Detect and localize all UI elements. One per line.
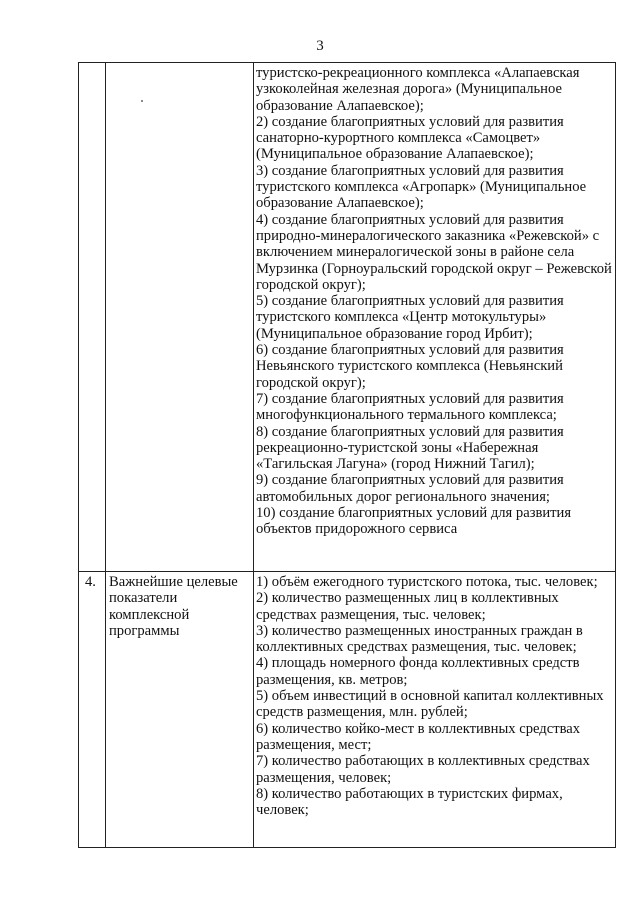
list-item: 6) количество койко-мест в коллективных средствах размещения, мест;	[256, 720, 581, 753]
row-content-cell	[254, 63, 616, 572]
list-item: 7) создание благоприятных условий для развития многофункционального термального комплекса;	[256, 390, 564, 424]
list-item: 7) количество работающих в коллективных средствах размещения, человек;	[256, 753, 590, 786]
content-list	[254, 572, 615, 819]
list-item: 2) создание благоприятных условий для развития санаторно-курортного комплекса «Самоцвет» (Муниципальное образование Алапаевское);	[256, 113, 564, 163]
table-row-4	[79, 572, 616, 848]
list-item: туристско-рекреационного комплекса «Алапаевская узкоколейная железная дорога» (Муниципальное образование Алапаевское);	[256, 65, 580, 114]
list-item: 3) количество размещенных иностранных граждан в коллективных средствах размещения, тыс. человек;	[256, 622, 583, 656]
list-item: 4) создание благоприятных условий для развития природно-минералогического заказника «Режевской» с включением минералогической зоны в районе села Мурзинка (Горноуральский городской округ – Режевской городской округ);	[256, 211, 612, 293]
program-table	[78, 62, 616, 848]
list-item: 2) количество размещенных лиц в коллективных средствах размещения, тыс. человек;	[256, 590, 559, 623]
row-name-cell	[106, 572, 254, 848]
list-item: 5) создание благоприятных условий для развития туристского комплекса «Центр мотокультуры» (Муниципальное образование город Ирбит);	[256, 293, 564, 342]
row-name-cell	[106, 63, 254, 572]
row-number-cell	[79, 63, 106, 572]
indicators-title: Важнейшие целевые показатели комплексной программы	[109, 574, 238, 639]
list-item: 8) создание благоприятных условий для развития рекреационно-туристской зоны «Набережная «Тагильская Лагуна» (город Нижний Тагил);	[256, 423, 564, 473]
row-number-cell: 4.	[79, 572, 106, 848]
list-item: 5) объем инвестиций в основной капитал коллективных средств размещения, млн. рублей;	[256, 688, 604, 721]
content-list	[254, 63, 615, 539]
page-number: 3	[316, 38, 324, 54]
list-item: 1) объём ежегодного туристского потока, тыс. человек;	[256, 574, 598, 590]
list-item: 9) создание благоприятных условий для развития автомобильных дорог регионального значения;	[256, 472, 564, 505]
list-item: 6) создание благоприятных условий для развития Невьянского туристского комплекса (Невьянский городской округ);	[256, 342, 564, 391]
list-item: 8) количество работающих в туристских фирмах, человек;	[256, 785, 563, 819]
list-item: 10) создание благоприятных условий для развития объектов придорожного сервиса	[256, 505, 572, 538]
list-item: 4) площадь номерного фонда коллективных средств размещения, кв. метров;	[256, 655, 580, 688]
table-row-continued	[79, 63, 616, 572]
list-item: 3) создание благоприятных условий для развития туристского комплекса «Агропарк» (Муниципальное образование Алапаевское);	[256, 162, 587, 212]
row-content-cell	[254, 572, 616, 848]
